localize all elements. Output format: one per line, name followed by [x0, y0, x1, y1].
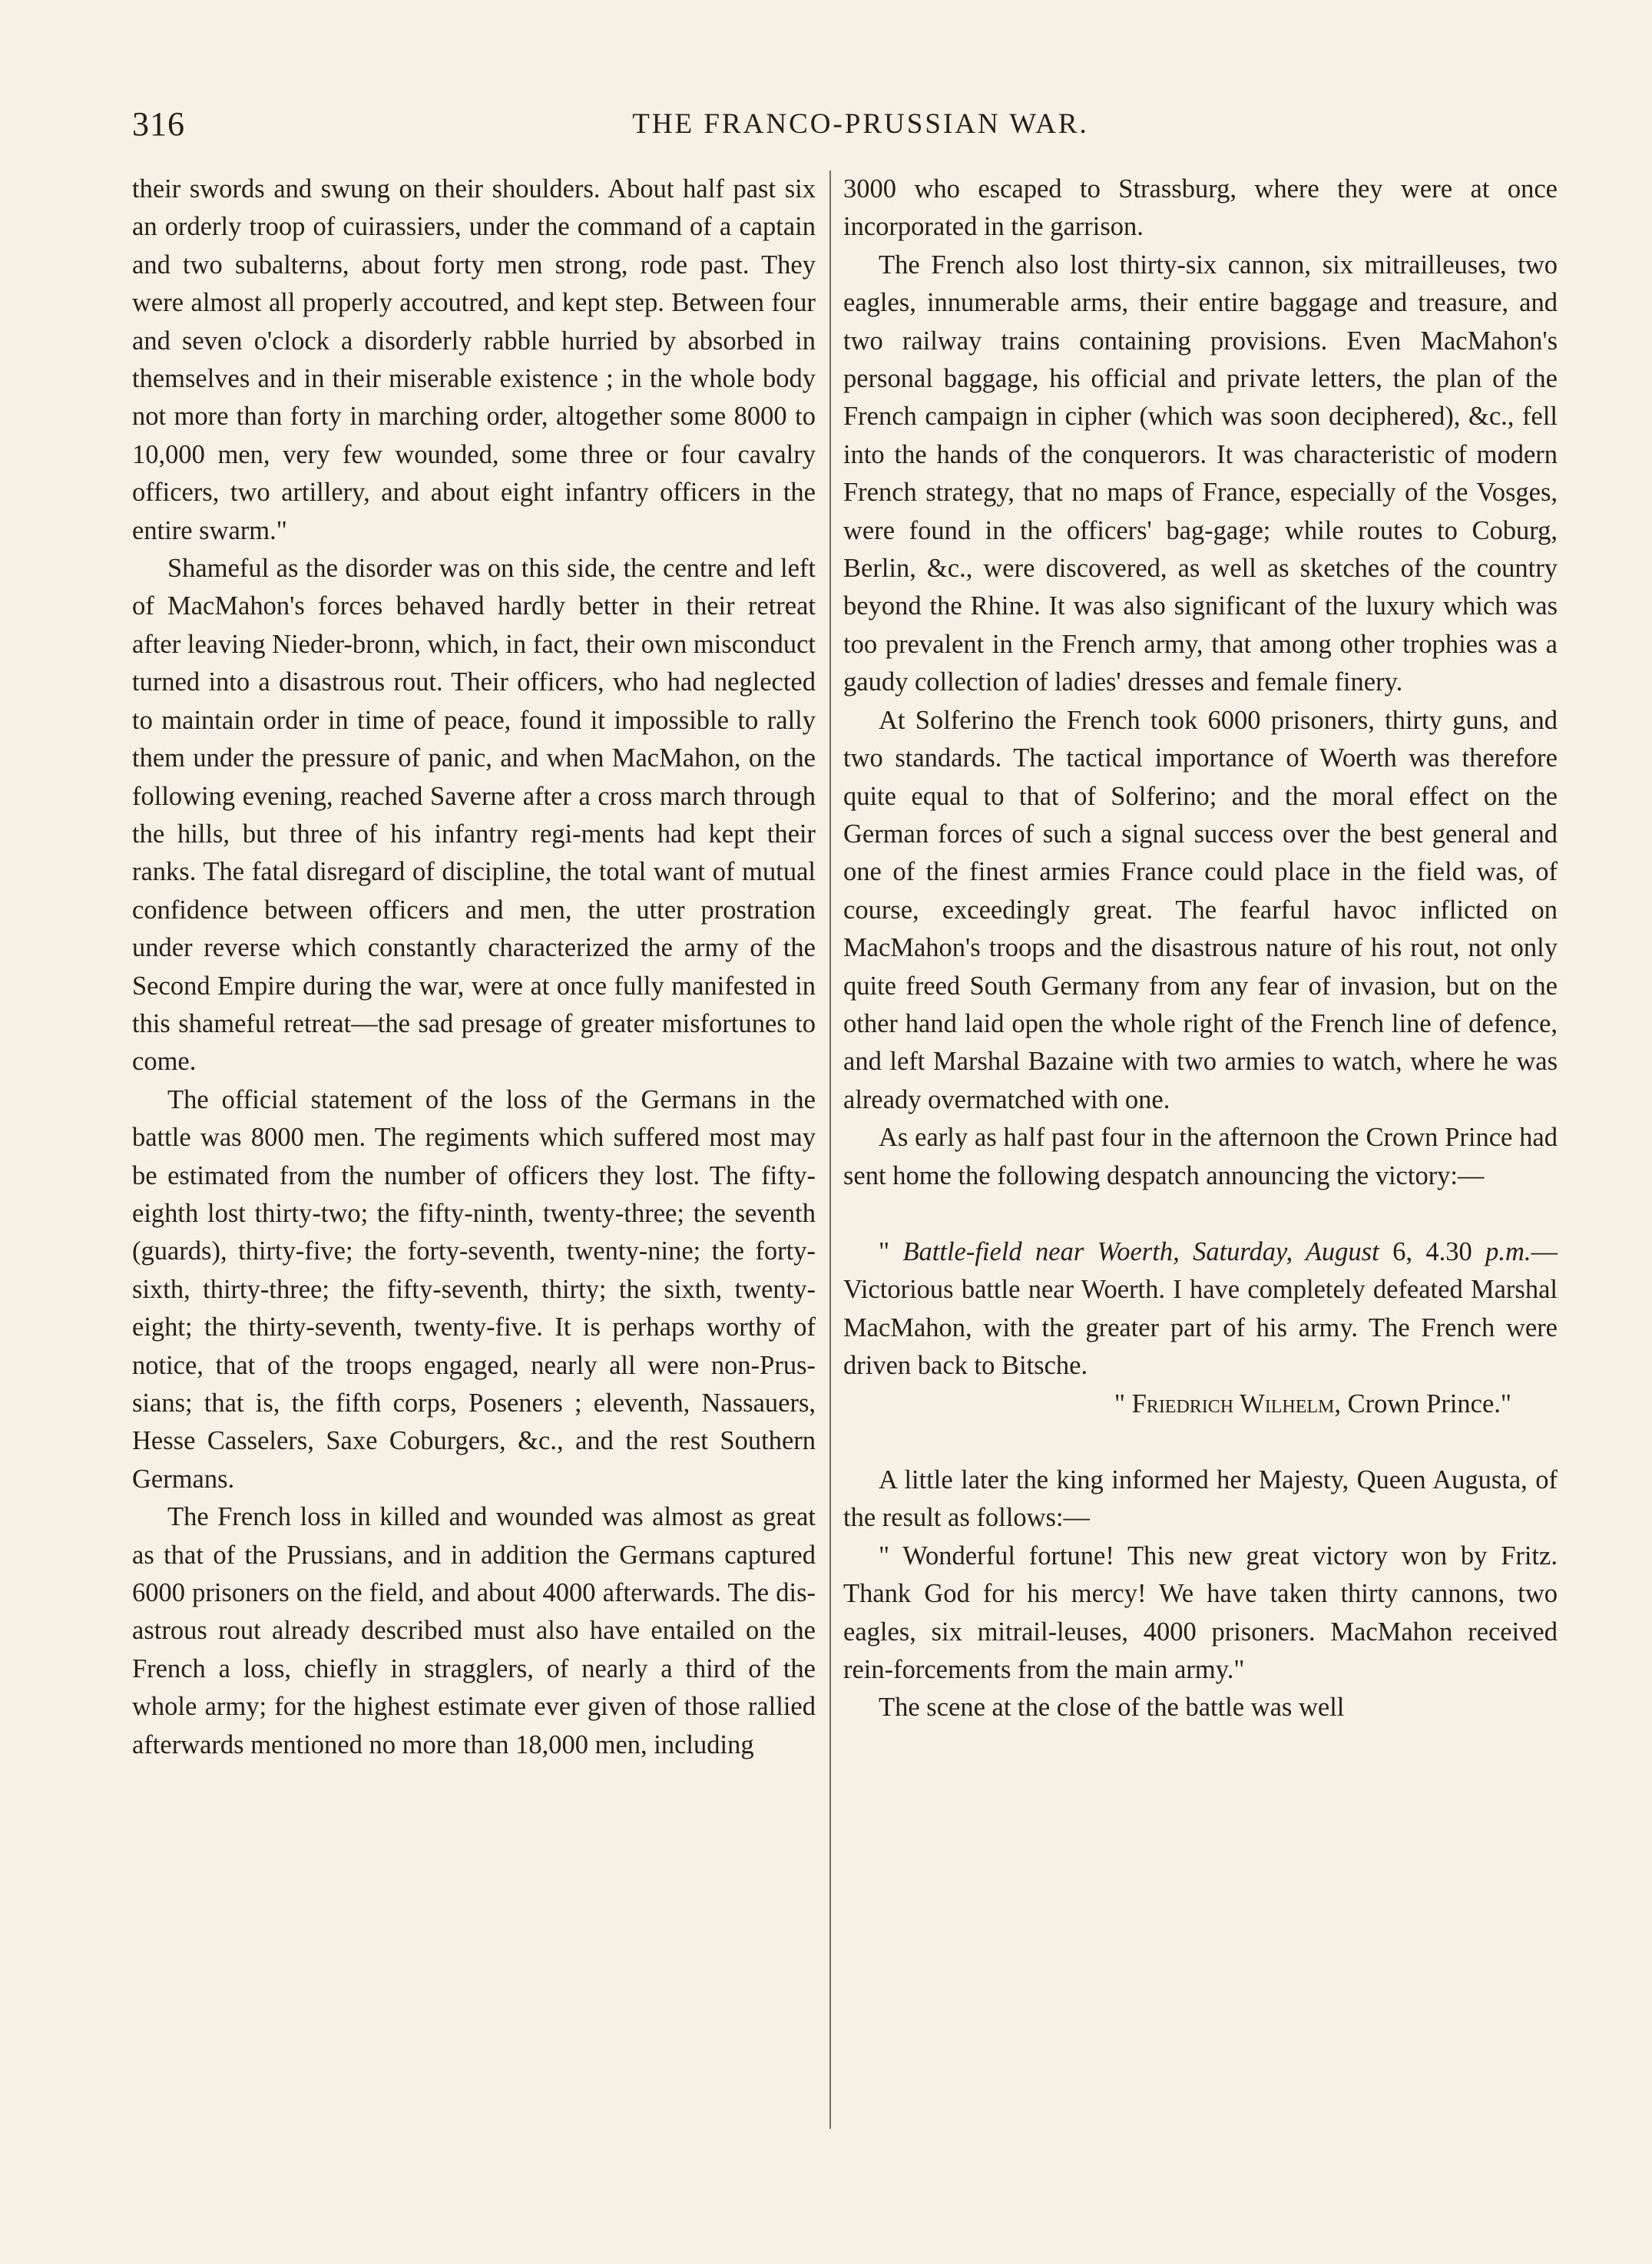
right-paragraph-2: The French also lost thirty-six cannon, six mitrailleuses, two eagles, innumerable arms, their entire baggage and treasure, and two railway trains containing provisions. Even MacMahon's personal baggage, his official and private letters, the plan of the French campaign in cipher (which was soon deciphered), &c., fell into the hands of the conquerors. It was characteristic of modern French strategy, that no maps of France, especially of the Vosges, were found in the officers' bag-gage; while routes to Coburg, Berlin, &c., were discovered, as well as sketches of the country beyond the Rhine. It was also significant of the luxury which was too prevalent in the French army, that among other trophies was a gaudy collection of ladies' dresses and female finery. — [843, 250, 1558, 697]
signature-title: Crown Prince." — [1340, 1389, 1511, 1418]
left-paragraph-3: The official statement of the loss of the Germans in the battle was 8000 men. The regiments which suffered most may be estimated from the number of officers they lost. The fifty-eighth lost thirty-two; the fifty-ninth, twenty-three; the seventh (guards), thirty-five; the forty-seventh, twenty-nine; the forty-sixth, thirty-three; the fifty-seventh, thirty; the sixth, twenty-eight; the thirty-seventh, twenty-five. It is perhaps worthy of notice, that of the troops engaged, nearly all were non-Prus-sians; that is, the fifth corps, Poseners ; eleventh, Nassauers, Hesse Casselers, Saxe Coburgers, &c., and the rest Southern Germans. — [132, 1084, 816, 1494]
column-divider — [829, 170, 831, 2129]
despatch-day: 6, 4.30 — [1379, 1236, 1486, 1266]
right-paragraph-5: A little later the king informed her Majesty, Queen Augusta, of the result as follows:— — [843, 1465, 1558, 1533]
running-title: THE FRANCO-PRUSSIAN WAR. — [632, 108, 1089, 140]
left-paragraph-2: Shameful as the disorder was on this side, the centre and left of MacMahon's forces behaved hardly better in their retreat after leaving Nieder-bronn, which, in fact, their own misconduct turned into a disastrous rout. Their officers, who had neglected to maintain order in time of peace, found it impossible to rally them under the pressure of panic, and when MacMahon, on the following evening, reached Saverne after a cross march through the hills, but three of his infantry regi-ments had kept their ranks. The fatal disregard of discipline, the total want of mutual confidence between officers and men, the utter prostration under reverse which constantly characterized the army of the Second Empire during the war, were at once fully manifested in this shameful retreat—the sad presage of greater misfortunes to come. — [132, 554, 816, 1077]
signature-name: Friedrich Wilhelm, — [1131, 1389, 1341, 1418]
page-number: 316 — [132, 105, 185, 143]
despatch-open-quote: " — [879, 1236, 903, 1266]
right-paragraph-4: As early as half past four in the afternoon the Crown Prince had sent home the following despatch announcing the victory:— — [843, 1123, 1558, 1190]
signature-open-quote: " — [1114, 1389, 1132, 1418]
right-paragraph-1: 3000 who escaped to Strassburg, where they were at once incorporated in the garrison. — [843, 174, 1558, 242]
left-paragraph-1: their swords and swung on their shoulders. About half past six an orderly troop of cuirassiers, under the command of a captain and two subalterns, about forty men strong, rode past. They were almost all properly accoutred, and kept step. Between four and seven o'clock a disorderly rabble hurried by absorbed in themselves and in their miserable existence ; in the whole body not more than forty in marching order, altogether some 8000 to 10,000 men, very few wounded, some three or four cavalry officers, two artillery, and about eight infantry officers in the entire swarm." — [132, 174, 816, 545]
left-paragraph-4: The French loss in killed and wounded was almost as great as that of the Prussians, and in addition the Germans captured 6000 prisoners on the field, and about 4000 afterwards. The dis-astrous rout already described must also have entailed on the French a loss, chiefly in stragglers, of nearly a third of the whole army; for the highest estimate ever given of those rallied afterwards mentioned no more than 18,000 men, including — [132, 1502, 816, 1759]
despatch-quote — [843, 1233, 1558, 1385]
despatch-time: p.m. — [1485, 1236, 1531, 1266]
right-paragraph-3: At Solferino the French took 6000 prisoners, thirty guns, and two standards. The tactical importance of Woerth was therefore quite equal to that of Solferino; and the moral effect on the German forces of such a signal success over the best general and one of the finest armies France could place in the field was, of course, exceedingly great. The fearful havoc inflicted on MacMahon's troops and the disastrous nature of his rout, not only quite freed South Germany from any fear of invasion, but on the other hand laid open the whole right of the French line of defence, and left Marshal Bazaine with two armies to watch, where he was already overmatched with one. — [843, 705, 1558, 1114]
right-paragraph-6: " Wonderful fortune! This new great victory won by Fritz. Thank God for his mercy! We have taken thirty cannons, two eagles, six mitrail-leuses, 4000 prisoners. MacMahon received rein-forcements from the main army." — [843, 1541, 1558, 1685]
despatch-signature — [843, 1385, 1558, 1423]
despatch-place: Battle-field near Woerth, Saturday, August — [902, 1236, 1379, 1266]
left-column — [132, 170, 816, 1764]
right-column — [843, 170, 1558, 1727]
despatch-body: —Victorious battle near Woerth. I have completely defeated Marshal MacMahon, with the greater part of his army. The French were driven back to Bitsche. — [843, 1236, 1558, 1381]
right-paragraph-7: The scene at the close of the battle was well — [879, 1693, 1345, 1723]
